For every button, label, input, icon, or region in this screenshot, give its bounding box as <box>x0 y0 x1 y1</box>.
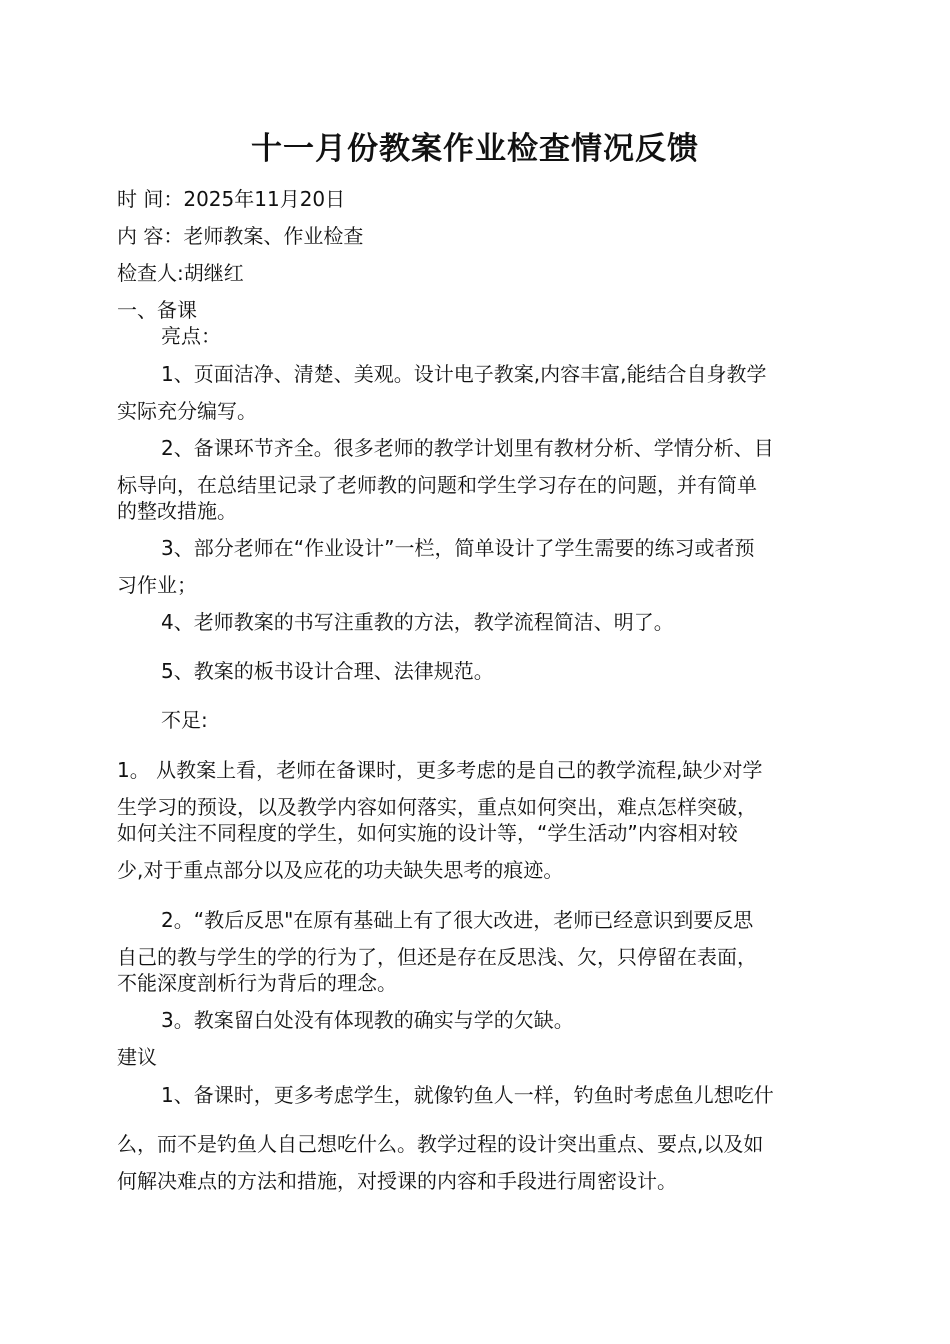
highlight-3-line-1: 3、部分老师在“作业设计”一栏，简单设计了学生需要的练习或者预 <box>161 536 755 560</box>
suggestion-1-line-1: 1、备课时，更多考虑学生，就像钓鱼人一样，钓鱼时考虑鱼儿想吃什 <box>161 1083 774 1107</box>
shortcoming-2-line-2: 自己的教与学生的学的行为了，但还是存在反思浅、欠，只停留在表面， <box>117 945 757 969</box>
shortcoming-3-line-1: 3。教案留白处没有体现教的确实与学的欠缺。 <box>161 1008 574 1032</box>
suggestion-1-line-3: 何解决难点的方法和措施，对授课的内容和手段进行周密设计。 <box>117 1169 677 1193</box>
shortcomings-heading: 不足: <box>161 708 208 732</box>
meta-inspector: 检查人:胡继红 <box>117 261 244 285</box>
shortcoming-1-line-2: 生学习的预设，以及教学内容如何落实，重点如何突出，难点怎样突破， <box>117 795 757 819</box>
highlight-1-line-1: 1、页面洁净、清楚、美观。设计电子教案,内容丰富,能结合自身教学 <box>161 362 767 386</box>
shortcoming-2-line-1: 2。“教后反思"在原有基础上有了很大改进，老师已经意识到要反思 <box>161 908 754 932</box>
highlight-2-line-1: 2、备课环节齐全。很多老师的教学计划里有教材分析、学情分析、目 <box>161 436 774 460</box>
highlight-3-line-2: 习作业； <box>117 573 197 597</box>
highlight-4-line-1: 4、老师教案的书写注重教的方法，教学流程简洁、明了。 <box>161 610 674 634</box>
suggestions-heading: 建议 <box>117 1045 157 1069</box>
shortcoming-1-line-1: 1。 从教案上看，老师在备课时，更多考虑的是自己的教学流程,缺少对学 <box>117 758 763 782</box>
highlights-heading: 亮点： <box>161 324 221 348</box>
highlight-1-line-2: 实际充分编写。 <box>117 399 257 423</box>
suggestion-1-line-2: 么，而不是钓鱼人自己想吃什么。教学过程的设计突出重点、要点,以及如 <box>117 1132 764 1156</box>
highlight-5-line-1: 5、教案的板书设计合理、法律规范。 <box>161 659 494 683</box>
document-title: 十一月份教案作业检查情况反馈 <box>251 131 699 167</box>
meta-time: 时 间：2025年11月20日 <box>117 187 346 211</box>
shortcoming-2-line-3: 不能深度剖析行为背后的理念。 <box>117 971 397 995</box>
highlight-2-line-3: 的整改措施。 <box>117 499 237 523</box>
shortcoming-1-line-3: 如何关注不同程度的学生，如何实施的设计等，“学生活动”内容相对较 <box>117 821 738 845</box>
shortcoming-1-line-4: 少,对于重点部分以及应花的功夫缺失思考的痕迹。 <box>117 858 564 882</box>
meta-content: 内 容：老师教案、作业检查 <box>117 224 364 248</box>
section-heading-lesson-prep: 一、备课 <box>117 298 197 322</box>
highlight-2-line-2: 标导向，在总结里记录了老师教的问题和学生学习存在的问题，并有简单 <box>117 473 757 497</box>
